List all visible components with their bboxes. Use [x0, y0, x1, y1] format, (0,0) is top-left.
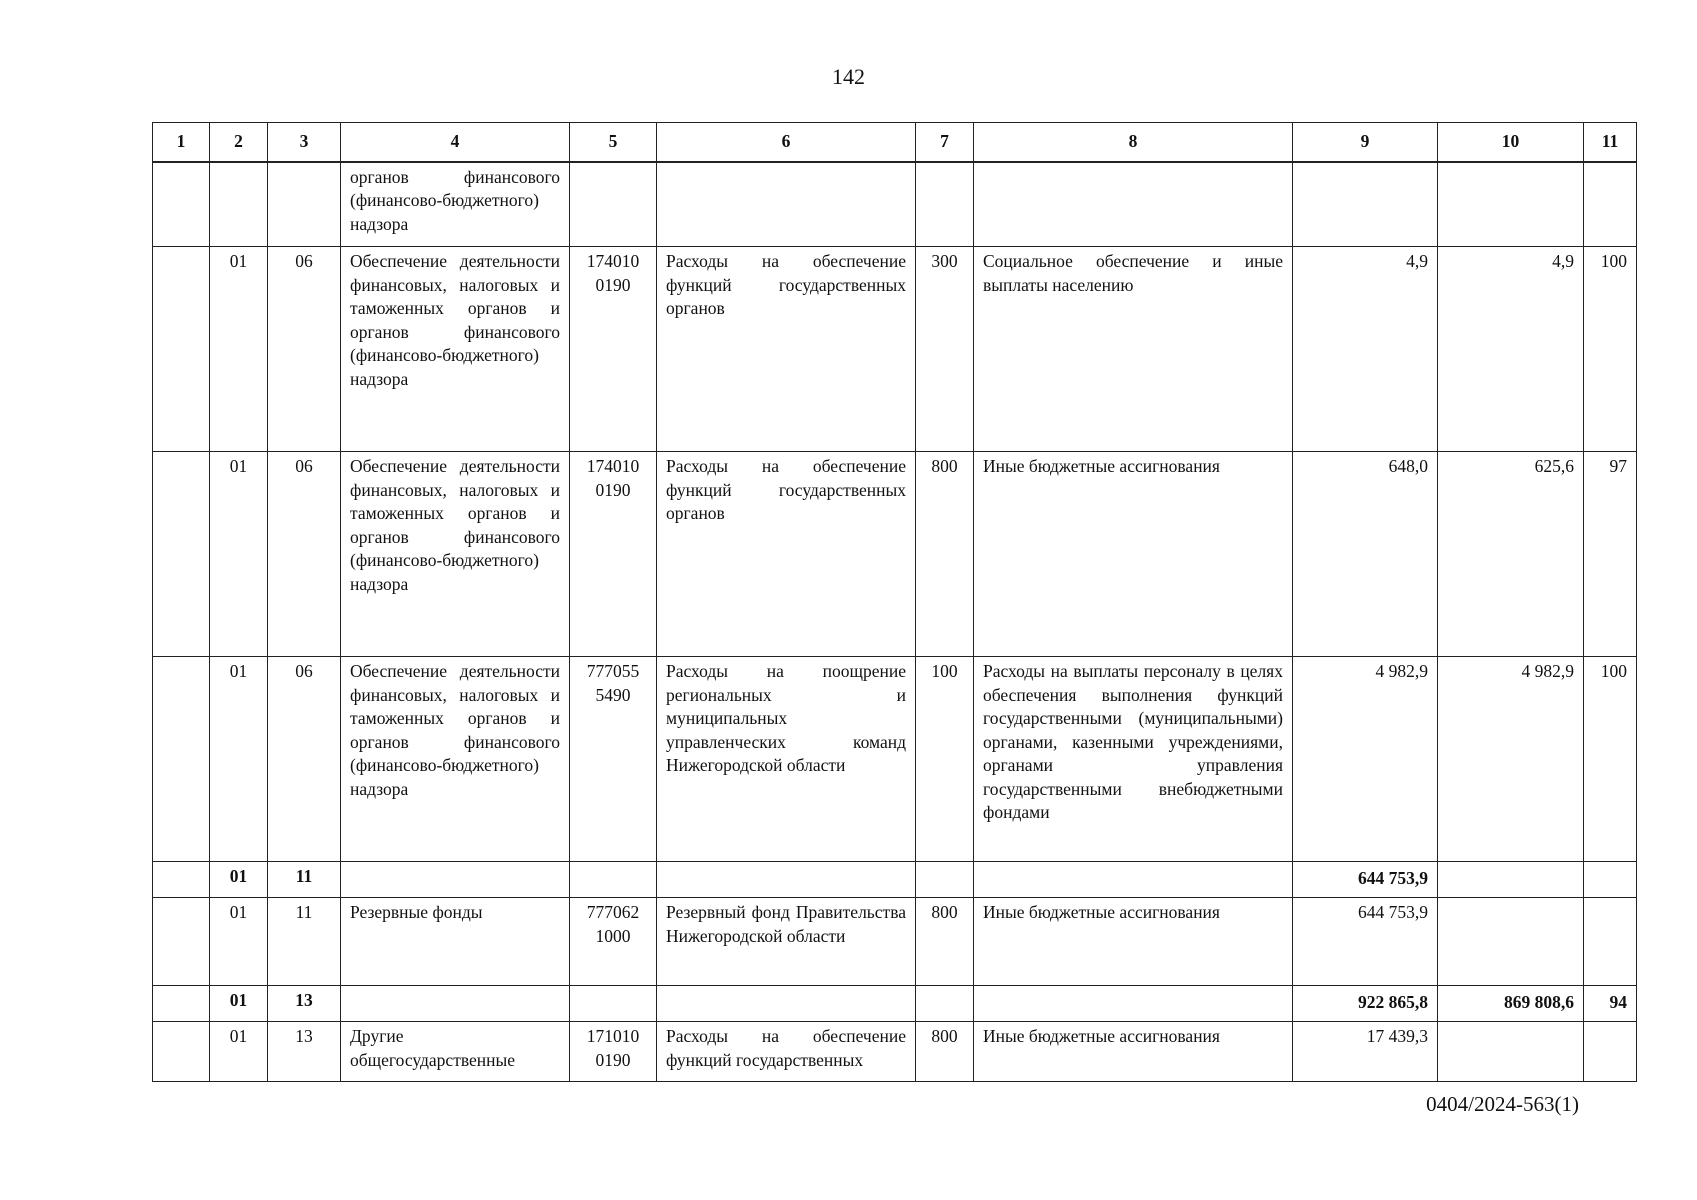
cell-target-code: 777055 5490 [570, 657, 657, 862]
cell-target-name: Расходы на обеспечение функций государственных органов [657, 452, 916, 657]
cell-planned: 644 753,9 [1293, 862, 1438, 898]
col-header-10: 10 [1438, 123, 1584, 162]
cell-expense-code: 100 [916, 657, 974, 862]
cell-expense-name: Расходы на выплаты персоналу в целях обеспечения выполнения функций государственными (муниципальными) органами, казенными учреждениями, органами управления государственными внебюджетными фондами [974, 657, 1293, 862]
col-header-7: 7 [916, 123, 974, 162]
cell-expense-code [916, 162, 974, 247]
cell-planned [1293, 162, 1438, 247]
cell-target-code: 171010 0190 [570, 1022, 657, 1082]
cell-planned: 922 865,8 [1293, 986, 1438, 1022]
cell-executed [1438, 862, 1584, 898]
col-header-2: 2 [210, 123, 268, 162]
table-row [153, 162, 1637, 247]
cell-expense-name [974, 162, 1293, 247]
cell-section: 01 [210, 986, 268, 1022]
cell-section: 01 [210, 452, 268, 657]
cell-expense-code: 300 [916, 247, 974, 452]
cell-expense-code [916, 986, 974, 1022]
document-code: 0404/2024-563(1) [1426, 1092, 1579, 1116]
budget-table [152, 122, 1637, 1082]
col-header-3: 3 [268, 123, 341, 162]
cell-target-code: 174010 0190 [570, 452, 657, 657]
cell-section: 01 [210, 657, 268, 862]
table-row-subtotal [153, 986, 1637, 1022]
cell-section-name: органов финансового (финансово-бюджетного) надзора [341, 162, 570, 247]
cell-section: 01 [210, 1022, 268, 1082]
cell-percent [1584, 862, 1637, 898]
col-header-11: 11 [1584, 123, 1637, 162]
cell-expense-name: Иные бюджетные ассигнования [974, 898, 1293, 986]
cell-section-name [341, 986, 570, 1022]
col-header-5: 5 [570, 123, 657, 162]
col-header-4: 4 [341, 123, 570, 162]
cell-percent [1584, 162, 1637, 247]
cell-expense-name [974, 986, 1293, 1022]
cell-subsection: 13 [268, 986, 341, 1022]
cell-subsection: 11 [268, 862, 341, 898]
cell-subsection: 11 [268, 898, 341, 986]
cell-section-name: Другие общегосударственные [341, 1022, 570, 1082]
cell-section-name: Резервные фонды [341, 898, 570, 986]
cell-expense-code: 800 [916, 1022, 974, 1082]
col-header-8: 8 [974, 123, 1293, 162]
cell-percent: 97 [1584, 452, 1637, 657]
cell-col1 [153, 986, 210, 1022]
cell-section-name: Обеспечение деятельности финансовых, налоговых и таможенных органов и органов финансового (финансово-бюджетного) надзора [341, 452, 570, 657]
cell-target-name: Расходы на поощрение региональных и муниципальных управленческих команд Нижегородской области [657, 657, 916, 862]
cell-planned: 4 982,9 [1293, 657, 1438, 862]
cell-planned: 17 439,3 [1293, 1022, 1438, 1082]
cell-percent [1584, 1022, 1637, 1082]
cell-planned: 644 753,9 [1293, 898, 1438, 986]
cell-section-name [341, 862, 570, 898]
cell-expense-name: Иные бюджетные ассигнования [974, 452, 1293, 657]
cell-target-name: Расходы на обеспечение функций государственных органов [657, 247, 916, 452]
cell-expense-name [974, 862, 1293, 898]
cell-subsection: 06 [268, 657, 341, 862]
cell-target-name: Расходы на обеспечение функций государственных [657, 1022, 916, 1082]
cell-subsection [268, 162, 341, 247]
cell-subsection: 13 [268, 1022, 341, 1082]
cell-executed [1438, 1022, 1584, 1082]
cell-target-code: 174010 0190 [570, 247, 657, 452]
cell-section-name: Обеспечение деятельности финансовых, налоговых и таможенных органов и органов финансового (финансово-бюджетного) надзора [341, 657, 570, 862]
cell-section-name: Обеспечение деятельности финансовых, налоговых и таможенных органов и органов финансового (финансово-бюджетного) надзора [341, 247, 570, 452]
cell-col1 [153, 1022, 210, 1082]
col-header-9: 9 [1293, 123, 1438, 162]
cell-subsection: 06 [268, 452, 341, 657]
table-row [153, 452, 1637, 657]
cell-executed: 4 982,9 [1438, 657, 1584, 862]
cell-col1 [153, 898, 210, 986]
cell-planned: 4,9 [1293, 247, 1438, 452]
cell-executed [1438, 162, 1584, 247]
cell-subsection: 06 [268, 247, 341, 452]
cell-section: 01 [210, 898, 268, 986]
col-header-6: 6 [657, 123, 916, 162]
cell-section: 01 [210, 862, 268, 898]
cell-col1 [153, 247, 210, 452]
cell-section: 01 [210, 247, 268, 452]
cell-target-code [570, 862, 657, 898]
table-row [153, 657, 1637, 862]
cell-col1 [153, 162, 210, 247]
cell-section [210, 162, 268, 247]
table-row [153, 1022, 1637, 1082]
cell-planned: 648,0 [1293, 452, 1438, 657]
cell-expense-name: Иные бюджетные ассигнования [974, 1022, 1293, 1082]
cell-expense-code [916, 862, 974, 898]
cell-percent: 94 [1584, 986, 1637, 1022]
cell-target-code [570, 986, 657, 1022]
cell-executed: 869 808,6 [1438, 986, 1584, 1022]
table-row [153, 247, 1637, 452]
cell-target-code [570, 162, 657, 247]
cell-col1 [153, 862, 210, 898]
header-row [153, 123, 1637, 162]
cell-percent: 100 [1584, 657, 1637, 862]
cell-col1 [153, 452, 210, 657]
cell-executed: 4,9 [1438, 247, 1584, 452]
cell-expense-code: 800 [916, 452, 974, 657]
cell-col1 [153, 657, 210, 862]
cell-target-name [657, 162, 916, 247]
col-header-1: 1 [153, 123, 210, 162]
cell-expense-name: Социальное обеспечение и иные выплаты населению [974, 247, 1293, 452]
cell-target-name [657, 862, 916, 898]
cell-target-code: 777062 1000 [570, 898, 657, 986]
cell-target-name: Резервный фонд Правительства Нижегородской области [657, 898, 916, 986]
cell-executed: 625,6 [1438, 452, 1584, 657]
cell-percent: 100 [1584, 247, 1637, 452]
cell-expense-code: 800 [916, 898, 974, 986]
cell-target-name [657, 986, 916, 1022]
cell-executed [1438, 898, 1584, 986]
table-row [153, 898, 1637, 986]
cell-percent [1584, 898, 1637, 986]
table-row-subtotal [153, 862, 1637, 898]
page-number: 142 [832, 64, 865, 89]
